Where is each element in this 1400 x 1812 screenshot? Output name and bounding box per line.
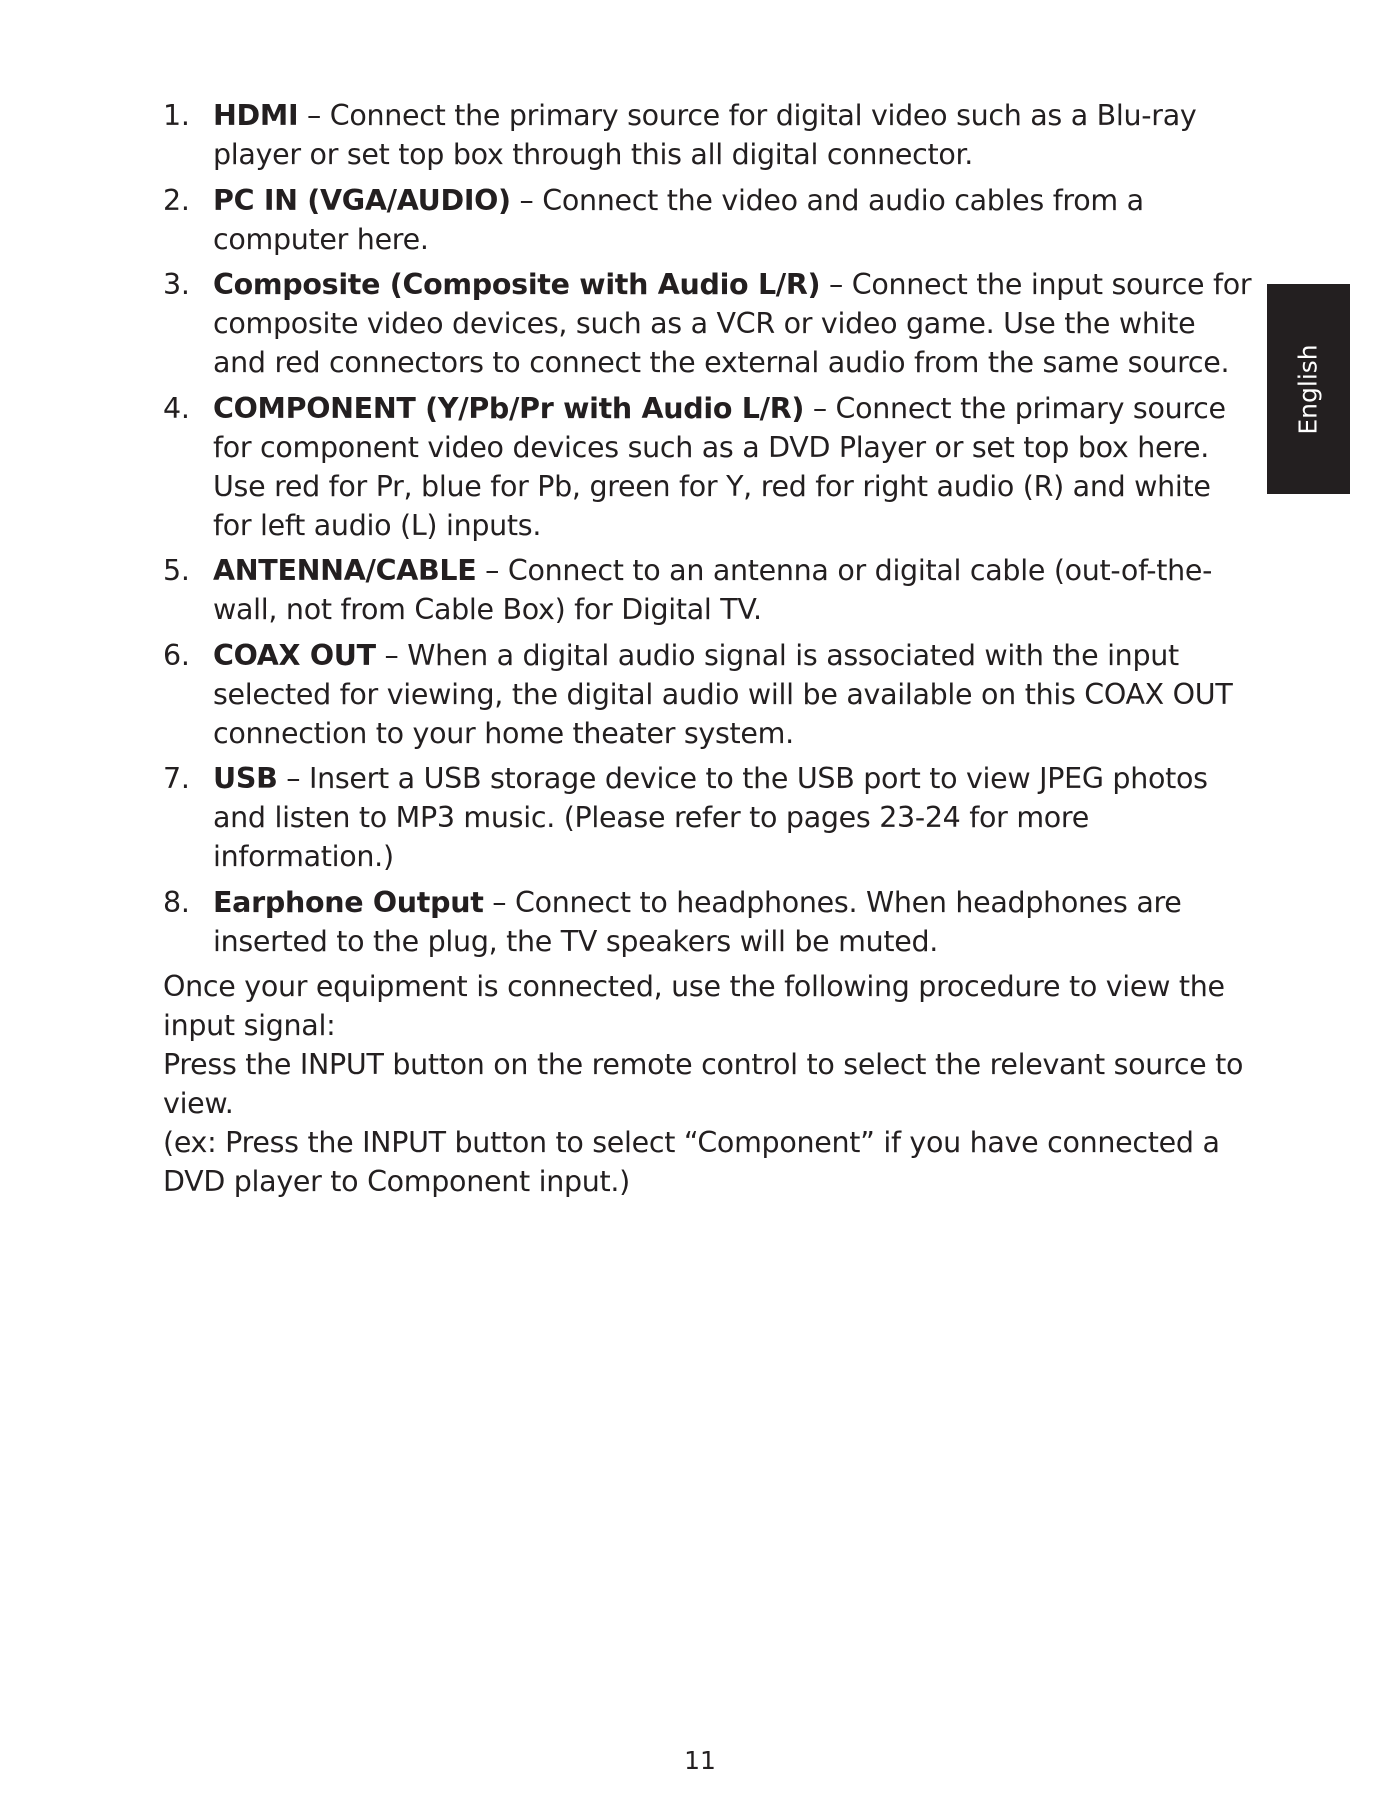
list-item [163,181,1253,259]
item-term: COMPONENT (Y/Pb/Pr with Audio L/R) [213,391,805,425]
item-term: USB [213,762,278,795]
list-item [163,883,1253,961]
procedure-step: Press the INPUT button on the remote control to select the relevant source to view. [163,1048,1244,1120]
list-item [163,759,1253,876]
list-item [163,389,1253,545]
item-term: Composite (Composite with Audio L/R) [213,268,821,301]
list-item [163,636,1253,753]
item-text: – When a digital audio signal is associated with the input selected for viewing, the digital audio will be available on this COAX OUT connection to your home theater system. [213,638,1233,750]
page-number: 11 [684,1746,716,1775]
item-number: 3. [163,268,190,301]
item-number: 7. [163,762,190,795]
item-term: Earphone Output [213,885,484,919]
item-number: 2. [163,183,190,217]
page-content [163,96,1253,1201]
item-text: – Connect the video and audio cables from a computer here. [213,183,1144,256]
language-tab-label: English [1294,343,1323,435]
item-term: ANTENNA/CABLE [213,554,477,587]
item-number: 6. [163,638,190,672]
item-number: 4. [163,391,190,425]
procedure-intro: Once your equipment is connected, use the following procedure to view the input signal: [163,970,1225,1042]
item-number: 1. [163,99,190,132]
item-text: – Connect the input source for composite video devices, such as a VCR or video game. Use the white and red connectors to connect the external audio from the same source. [213,268,1252,379]
item-text: – Connect the primary source for component video devices such as a DVD Player or set top box here. Use red for Pr, blue for Pb, green for Y, red for right audio (R) and white for left audio (L) inputs. [213,391,1226,542]
list-item [163,265,1253,382]
list-item [163,551,1253,629]
item-text: – Connect the primary source for digital video such as a Blu-ray player or set top box through this all digital connector. [213,99,1197,171]
item-number: 5. [163,554,190,587]
item-text: – Connect to headphones. When headphones are inserted to the plug, the TV speakers will be muted. [213,885,1182,958]
item-text: – Connect to an antenna or digital cable (out-of-the-wall, not from Cable Box) for Digital TV. [213,554,1213,626]
language-tab [1267,284,1350,494]
procedure-example: (ex: Press the INPUT button to select “Component” if you have connected a DVD player to Component input.) [163,1126,1220,1198]
list-item [163,96,1253,174]
item-text: – Insert a USB storage device to the USB port to view JPEG photos and listen to MP3 music. (Please refer to pages 23-24 for more information.) [213,762,1208,873]
item-number: 8. [163,885,190,919]
item-term: COAX OUT [213,638,376,672]
item-term: HDMI [213,99,299,132]
connector-list [163,96,1253,961]
item-term: PC IN (VGA/AUDIO) [213,183,511,217]
